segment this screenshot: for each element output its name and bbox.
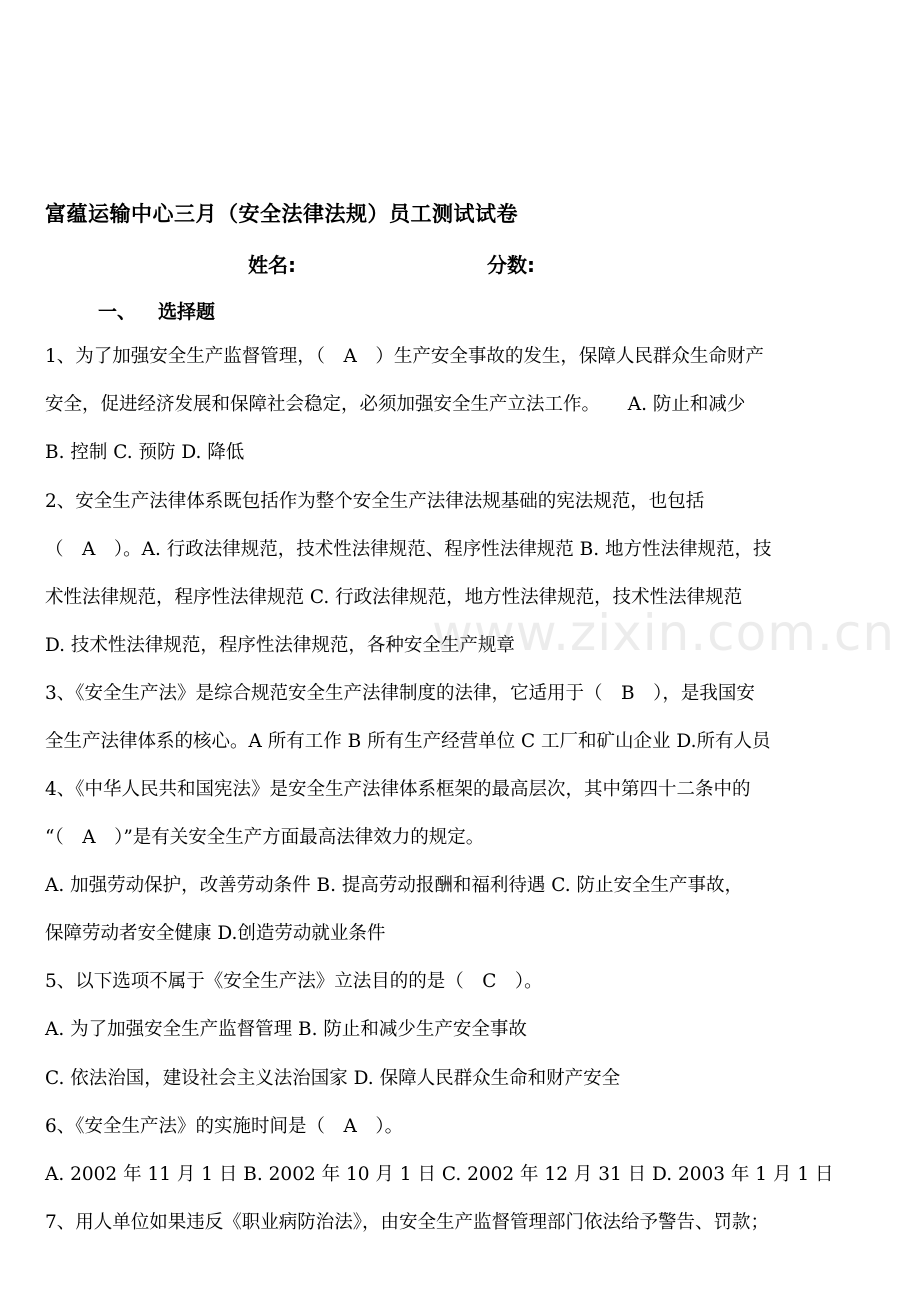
question-line: （ A ）。A. 行政法律规范，技术性法律规范、程序性法律规范 B. 地方性法律规范，技 xyxy=(45,539,772,560)
question-line: 保障劳动者安全健康 D.创造劳动就业条件 xyxy=(45,923,386,944)
question-line: 安全，促进经济发展和保障社会稳定，必须加强安全生产立法工作。 A. 防止和减少 xyxy=(45,394,746,415)
section-number: 一、 xyxy=(98,301,137,323)
question-line: 5、以下选项不属于《安全生产法》立法目的的是（ C ）。 xyxy=(45,971,543,992)
question-line: A. 为了加强安全生产监督管理 B. 防止和减少生产安全事故 xyxy=(45,1019,527,1040)
section-heading xyxy=(98,297,215,324)
question-line: 6、《安全生产法》的实施时间是（ A ）。 xyxy=(45,1116,404,1137)
question-line: 7、用人单位如果违反《职业病防治法》，由安全生产监督管理部门依法给予警告、罚款； xyxy=(45,1212,770,1233)
question-line: 1、为了加强安全生产监督管理，（ A ）生产安全事故的发生，保障人民群众生命财产 xyxy=(45,346,764,367)
question-line: D. 技术性法律规范，程序性法律规范，各种安全生产规章 xyxy=(45,635,515,656)
document-title: 富蕴运输中心三月（安全法律法规）员工测试试卷 xyxy=(45,202,518,226)
question-line: “（ A ）”是有关安全生产方面最高法律效力的规定。 xyxy=(45,827,485,848)
watermark: www.zixin.com.cn xyxy=(432,604,896,662)
question-line: 2、安全生产法律体系既包括作为整个安全生产法律法规基础的宪法规范，也包括 xyxy=(45,491,705,512)
question-line: 全生产法律体系的核心。A 所有工作 B 所有生产经营单位 C 工厂和矿山企业 D.所有人员 xyxy=(45,731,771,752)
name-field-label: 姓名: xyxy=(248,253,296,277)
question-line: A. 2002 年 11 月 1 日 B. 2002 年 10 月 1 日 C. 2002 年 12 月 31 日 D. 2003 年 1 月 1 日 xyxy=(45,1164,834,1185)
question-line: A. 加强劳动保护，改善劳动条件 B. 提高劳动报酬和福利待遇 C. 防止安全生产事故， xyxy=(45,875,743,896)
question-line: C. 依法治国，建设社会主义法治国家 D. 保障人民群众生命和财产安全 xyxy=(45,1068,621,1089)
question-line: 术性法律规范，程序性法律规范 C. 行政法律规范，地方性法律规范，技术性法律规范 xyxy=(45,587,743,608)
question-line: 4、《中华人民共和国宪法》是安全生产法律体系框架的最高层次，其中第四十二条中的 xyxy=(45,779,751,800)
question-line: 3、《安全生产法》是综合规范安全生产法律制度的法律，它适用于（ B ），是我国安 xyxy=(45,683,755,704)
score-field-label: 分数: xyxy=(487,253,535,277)
question-line: B. 控制 C. 预防 D. 降低 xyxy=(45,442,245,463)
section-label: 选择题 xyxy=(158,301,216,323)
